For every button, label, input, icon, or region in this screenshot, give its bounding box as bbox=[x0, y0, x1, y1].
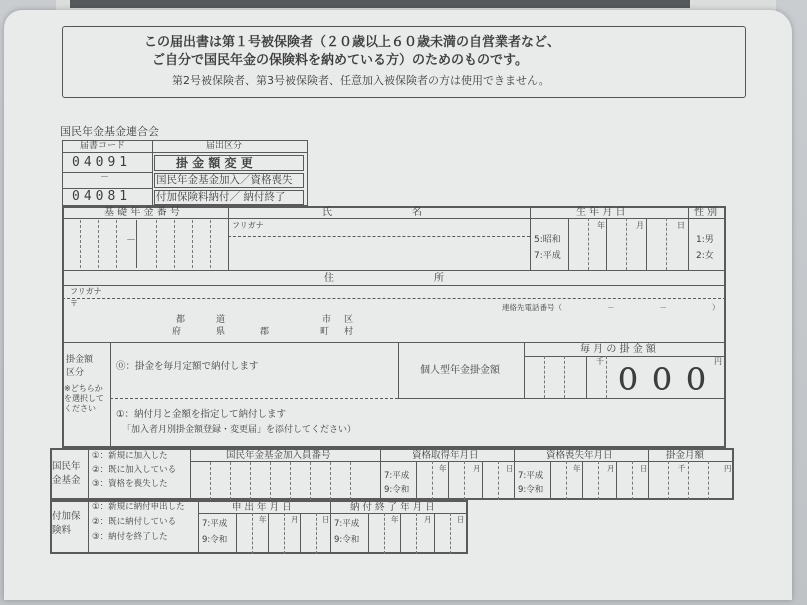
pension-dash: － bbox=[126, 235, 136, 246]
fund-acquisition-date-label: 資格取得年月日 bbox=[412, 450, 479, 461]
premium-category-label: 掛金額区分 bbox=[66, 355, 94, 378]
extra-apply-year-mark: 年 bbox=[259, 515, 267, 524]
birth-year-mark: 年 bbox=[597, 221, 605, 230]
fund-loss-month-mark: 月 bbox=[607, 464, 615, 473]
fund-acq-month-mark: 月 bbox=[473, 464, 481, 473]
notice-line-2: ご自分で国民年金の保険料を納めている方）のためのものです。 bbox=[152, 53, 528, 68]
category-join-label: 国民年金基金加入／資格喪失 bbox=[156, 174, 293, 186]
address-mura: 村 bbox=[344, 327, 354, 337]
gender-female: 2:女 bbox=[696, 251, 714, 261]
fund-acq-day-mark: 日 bbox=[506, 464, 514, 473]
notice-line-1: この届出書は第１号被保険者（２０歳以上６０歳未満の自営業者など、 bbox=[144, 35, 561, 50]
fund-monthly-label: 掛金月額 bbox=[666, 450, 705, 461]
premium-option-monthly: ①：納付月と金額を指定して納付します bbox=[116, 409, 287, 420]
extra-end-era-reiwa: 9:令和 bbox=[334, 535, 360, 545]
birth-month-mark: 月 bbox=[636, 221, 644, 230]
fund-thousand-mark: 千 bbox=[678, 464, 686, 473]
premium-thousand-mark: 千 bbox=[596, 357, 604, 366]
premium-select-note: ※どちらかを選択してください bbox=[64, 384, 104, 413]
extra-end-day-mark: 日 bbox=[457, 515, 465, 524]
extra-end-era-heisei: 7:平成 bbox=[334, 519, 360, 529]
address-to: 都 bbox=[176, 315, 186, 325]
extra-end-date-label: 納 付 終 了 年 月 日 bbox=[350, 502, 435, 513]
category-label: 届出区分 bbox=[206, 141, 243, 151]
extra-apply-date-label: 申 出 年 月 日 bbox=[232, 502, 292, 513]
fund-acq-era-reiwa: 9:令和 bbox=[384, 485, 410, 495]
ideco-contribution-label: 個人型年金掛金額 bbox=[420, 365, 500, 376]
extra-apply-day-mark: 日 bbox=[322, 515, 330, 524]
address-shi: 市 bbox=[322, 315, 332, 325]
birth-day-mark: 日 bbox=[677, 221, 685, 230]
address-furigana-label: フリガナ bbox=[70, 287, 102, 296]
extra-option-ended: ③：納付を終了した bbox=[92, 532, 168, 542]
gender-label: 性 別 bbox=[694, 207, 718, 218]
extra-option-existing: ②：既に納付している bbox=[92, 517, 177, 527]
birth-era-showa: 5:昭和 bbox=[534, 235, 561, 245]
premium-option-monthly-note: 「加入者月別掛金額登録・変更届」を添付してください） bbox=[122, 425, 357, 435]
fund-loss-day-mark: 日 bbox=[640, 464, 648, 473]
fund-acq-era-heisei: 7:平成 bbox=[384, 471, 410, 481]
fund-option-new: ①：新規に加入した bbox=[92, 451, 168, 461]
fund-option-existing: ②：既に加入している bbox=[92, 465, 177, 475]
fund-loss-date-label: 資格喪失年月日 bbox=[546, 450, 613, 461]
address-machi: 町 bbox=[320, 327, 330, 337]
extra-apply-era-heisei: 7:平成 bbox=[202, 519, 228, 529]
gender-male: 1:男 bbox=[696, 235, 714, 245]
pension-number-label: 基 礎 年 金 番 号 bbox=[104, 207, 180, 218]
monthly-premium-label: 毎 月 の 掛 金 額 bbox=[580, 344, 656, 355]
notice-line-3: 第2号被保険者、第3号被保険者、任意加入被保険者の方は使用できません。 bbox=[172, 74, 550, 87]
fund-label: 国民年金基金 bbox=[52, 461, 81, 486]
fund-loss-year-mark: 年 bbox=[573, 464, 581, 473]
code-04081: 04081 bbox=[72, 189, 132, 204]
address-ku: 区 bbox=[344, 315, 354, 325]
code-block-divider bbox=[152, 140, 153, 206]
extra-option-new: ①：新規に納付申出した bbox=[92, 502, 185, 512]
code-04091: 04091 bbox=[72, 155, 132, 170]
name-furigana-label: フリガナ bbox=[232, 221, 264, 230]
extra-end-year-mark: 年 bbox=[391, 515, 399, 524]
paper-top-shadow bbox=[70, 0, 690, 8]
fund-loss-era-heisei: 7:平成 bbox=[518, 471, 544, 481]
address-dou: 道 bbox=[216, 315, 226, 325]
name-label: 氏 名 bbox=[322, 207, 422, 218]
extra-apply-era-reiwa: 9:令和 bbox=[202, 535, 228, 545]
birth-era-heisei: 7:平成 bbox=[534, 251, 561, 261]
premium-option-fixed: ⓪：掛金を毎月定額で納付します bbox=[116, 361, 259, 372]
address-ken: 県 bbox=[216, 327, 226, 337]
premium-amount-preprinted: ０００ bbox=[614, 363, 717, 396]
address-gun: 郡 bbox=[260, 327, 270, 337]
fund-acq-year-mark: 年 bbox=[439, 464, 447, 473]
extra-apply-month-mark: 月 bbox=[291, 515, 299, 524]
extra-premium-label: 付加保険料 bbox=[52, 511, 81, 536]
fund-loss-era-reiwa: 9:令和 bbox=[518, 485, 544, 495]
code-label: 届書コード bbox=[80, 141, 126, 151]
postal-mark: 〒 bbox=[70, 299, 78, 308]
address-label: 住 所 bbox=[324, 273, 444, 284]
code-dash: － bbox=[100, 173, 110, 183]
category-extra-label: 付加保険料納付／ 納付終了 bbox=[156, 191, 286, 203]
fund-member-number-label: 国民年金基金加入員番号 bbox=[226, 450, 331, 461]
extra-end-month-mark: 月 bbox=[424, 515, 432, 524]
phone-label: 連絡先電話番号（ － － ） bbox=[502, 303, 720, 312]
premium-yen-mark: 円 bbox=[714, 357, 722, 366]
org-name: 国民年金基金連合会 bbox=[60, 125, 159, 138]
address-fu: 府 bbox=[172, 327, 182, 337]
fund-option-lost: ③：資格を喪失した bbox=[92, 479, 168, 489]
category-change-label: 掛 金 額 変 更 bbox=[176, 156, 253, 170]
fund-yen-mark: 円 bbox=[724, 464, 732, 473]
birthdate-label: 生 年 月 日 bbox=[576, 207, 626, 218]
